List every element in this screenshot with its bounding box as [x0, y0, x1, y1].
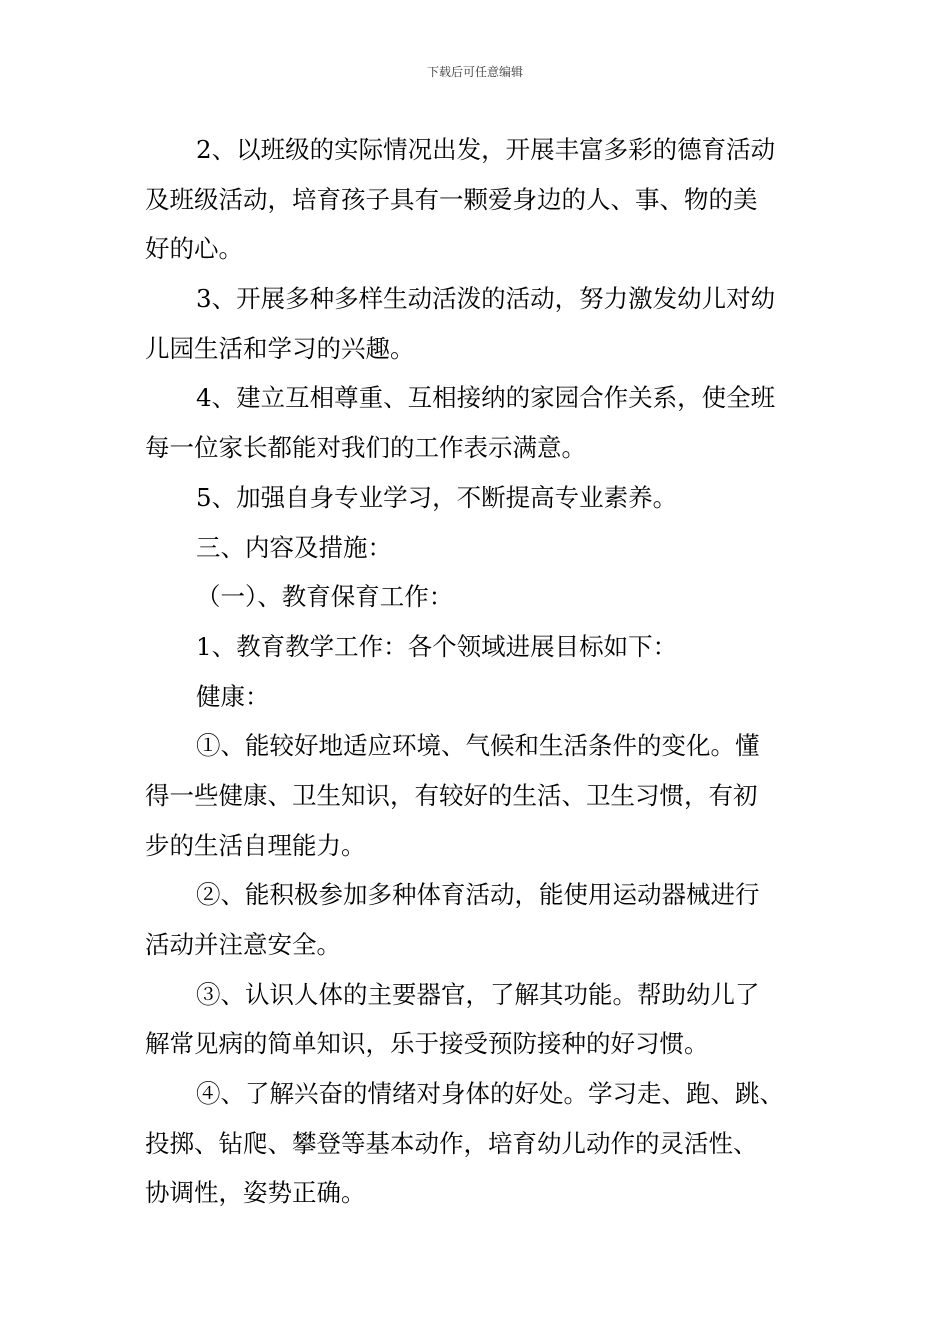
text-line-goal-4-end: 每一位家长都能对我们的工作表示满意。	[145, 433, 586, 463]
text-line-goal-3-end: 儿园生活和学习的兴趣。	[145, 333, 415, 363]
text-line-teaching-work: 1、教育教学工作：各个领域进展目标如下：	[196, 631, 678, 661]
text-line-goal-3-start: 3、开展多种多样生动活泼的活动，努力激发幼儿对幼	[196, 284, 776, 314]
text-line-health-3-end: 解常见病的简单知识，乐于接受预防接种的好习惯。	[145, 1029, 709, 1059]
section-heading-content-measures: 三、内容及措施：	[196, 532, 392, 562]
text-line-health-4-end: 协调性，姿势正确。	[145, 1178, 366, 1208]
page-header: 下载后可任意编辑	[426, 65, 523, 79]
text-line-goal-2-start: 2、以班级的实际情况出发，开展丰富多彩的德育活动	[196, 135, 776, 164]
text-line-health-2-end: 活动并注意安全。	[145, 930, 341, 959]
text-line-goal-2-end: 好的心。	[145, 234, 243, 264]
text-line-health-4-start: ④、了解兴奋的情绪对身体的好处。学习走、跑、跳、	[196, 1079, 784, 1109]
domain-heading-health: 健康：	[196, 681, 270, 711]
text-line-health-1-cont: 得一些健康、卫生知识，有较好的生活、卫生习惯，有初	[145, 780, 758, 810]
text-line-health-2-start: ②、能积极参加多种体育活动，能使用运动器械进行	[196, 880, 760, 910]
text-line-goal-2-cont: 及班级活动，培育孩子具有一颗爱身边的人、事、物的美	[145, 184, 758, 214]
text-line-health-3-start: ③、认识人体的主要器官，了解其功能。帮助幼儿了	[196, 979, 760, 1009]
subsection-heading-education-care: （一）、教育保育工作：	[196, 582, 454, 612]
text-line-goal-4-start: 4、建立互相尊重、互相接纳的家园合作关系，使全班	[196, 383, 776, 413]
document-body	[145, 125, 835, 1218]
text-line-health-1-start: ①、能较好地适应环境、气候和生活条件的变化。懂	[196, 731, 760, 761]
text-line-goal-5: 5、加强自身专业学习，不断提高专业素养。	[196, 482, 678, 512]
text-line-health-1-end: 步的生活自理能力。	[145, 830, 366, 860]
text-line-health-4-cont: 投掷、钻爬、攀登等基本动作，培育幼儿动作的灵活性、	[145, 1128, 758, 1158]
